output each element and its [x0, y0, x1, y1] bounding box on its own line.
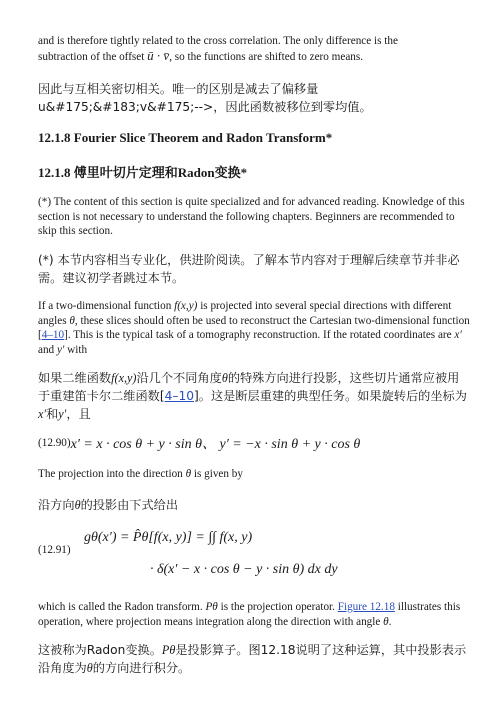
paragraph-projection-direction-en — [38, 467, 470, 482]
paragraph-projection-zh — [38, 369, 470, 423]
math-theta: θ — [74, 497, 81, 512]
math-theta: θ — [383, 615, 389, 628]
math-p-theta: Pθ — [161, 643, 176, 658]
paragraph-projection-en — [38, 299, 470, 357]
text: , these slices should often be used to reconstruct the Cartesian two-dimensional function [ — [38, 314, 470, 342]
math-p-theta: Pθ — [205, 600, 218, 613]
section-heading-zh — [38, 162, 470, 181]
text: 的特殊方向进行投影，这些切片通常应被用于重建笛卡尔二维函数[ — [38, 371, 460, 404]
heading-text: * — [240, 165, 248, 181]
equation-line-2: · δ(x′ − x · cos θ − y · sin θ) dx dy — [150, 561, 338, 577]
document-page — [38, 34, 470, 677]
equation-number: (12.90) — [38, 437, 71, 450]
text: 沿几个不同角度 — [136, 371, 222, 386]
math-theta: θ — [221, 371, 228, 386]
text: with — [64, 343, 88, 356]
heading-text: 傅里叶切片定理和 — [73, 166, 178, 182]
text-line: subtraction of the offset — [38, 50, 148, 63]
paragraph-advanced-note-zh: (*) 本节内容相当专业化，供进阶阅读。了解本节内容对于理解后续章节并非必需。建议初学者跳过本节。 — [38, 252, 460, 285]
paragraph-advanced-note-en: (*) The content of this section is quite specialized and for advanced reading. Knowledge of this section is not necessary to understand the following chapters. Beginners are recommended to skip this section. — [38, 196, 465, 238]
paragraph-projection-direction-zh — [38, 496, 470, 514]
equation-12-91 — [38, 524, 470, 588]
math-theta: θ — [86, 661, 93, 676]
text: ，且 — [66, 407, 91, 422]
text: illustrates this operation, where projection means integration along the direction with angle — [38, 600, 461, 628]
text: is the projection operator. — [217, 600, 338, 613]
offset-symbol: ū · v̄ — [147, 47, 170, 63]
text: ]. This is the typical task of a tomography reconstruction. If the rotated coordinates are — [64, 329, 455, 342]
paragraph-radon-zh — [38, 641, 470, 677]
paragraph-cross-correlation-zh: 因此与互相关密切相关。唯一的区别是减去了偏移量u&#175;&#183;v&#175;-->，因此函数被移位到零均值。 — [38, 82, 372, 115]
text: ]。这是断层重建的典型任务。如果旋转后的坐标为 — [194, 389, 467, 404]
paragraph-radon-en — [38, 600, 470, 629]
text: is projected into several special directions with different angles — [38, 299, 452, 327]
math-y-prime: y′ — [56, 343, 65, 356]
text-line: , so the functions are shifted to zero means. — [169, 50, 364, 63]
math-y-prime: y′ — [58, 407, 67, 422]
text: and — [38, 343, 57, 356]
equation-number: (12.91) — [38, 543, 71, 556]
text: 的方向进行积分。 — [92, 661, 191, 676]
citation-link[interactable]: 4–10 — [164, 389, 194, 404]
citation-link[interactable]: 4–10 — [41, 329, 65, 342]
math-fxy: f(x,y) — [111, 371, 137, 386]
heading-text: Radon — [177, 165, 215, 181]
equation-12-90 — [38, 433, 470, 453]
text: is given by — [191, 468, 243, 481]
equation-body: x′ = x · cos θ + y · sin θ、 y′ = −x · sin θ + y · cos θ — [70, 437, 361, 453]
math-x-prime: x′ — [454, 329, 462, 342]
math-fxy: f(x,y) — [174, 299, 198, 312]
text: 如果二维函数 — [38, 371, 112, 386]
text: If a two-dimensional function — [38, 299, 175, 312]
heading-number: 12.1.8 — [38, 165, 74, 181]
math-theta: θ — [69, 314, 75, 327]
section-heading-en: 12.1.8 Fourier Slice Theorem and Radon Transform* — [38, 130, 333, 146]
equation-line-1: gθ(x′) = P̂θ[f(x, y)] = ∫∫ f(x, y) — [84, 529, 253, 545]
paragraph-cross-correlation-en — [38, 34, 470, 64]
text: 沿方向 — [38, 497, 75, 512]
text: The projection into the direction — [38, 468, 186, 481]
math-theta: θ — [185, 468, 192, 481]
text: 和 — [46, 407, 59, 422]
heading-text: 变换 — [214, 166, 241, 182]
text: . — [388, 615, 392, 628]
text-line: and is therefore tightly related to the cross correlation. The only difference is the — [38, 35, 398, 47]
text: 是投影算子。图12.18说明了这种运算，其中投影表示沿角度为 — [38, 643, 467, 676]
figure-link[interactable]: Figure 12.18 — [337, 600, 395, 613]
text: 这被称为Radon变换。 — [38, 643, 162, 658]
text: which is called the Radon transform. — [38, 600, 206, 613]
text: 的投影由下式给出 — [80, 497, 179, 512]
math-x-prime: x′ — [38, 407, 47, 422]
